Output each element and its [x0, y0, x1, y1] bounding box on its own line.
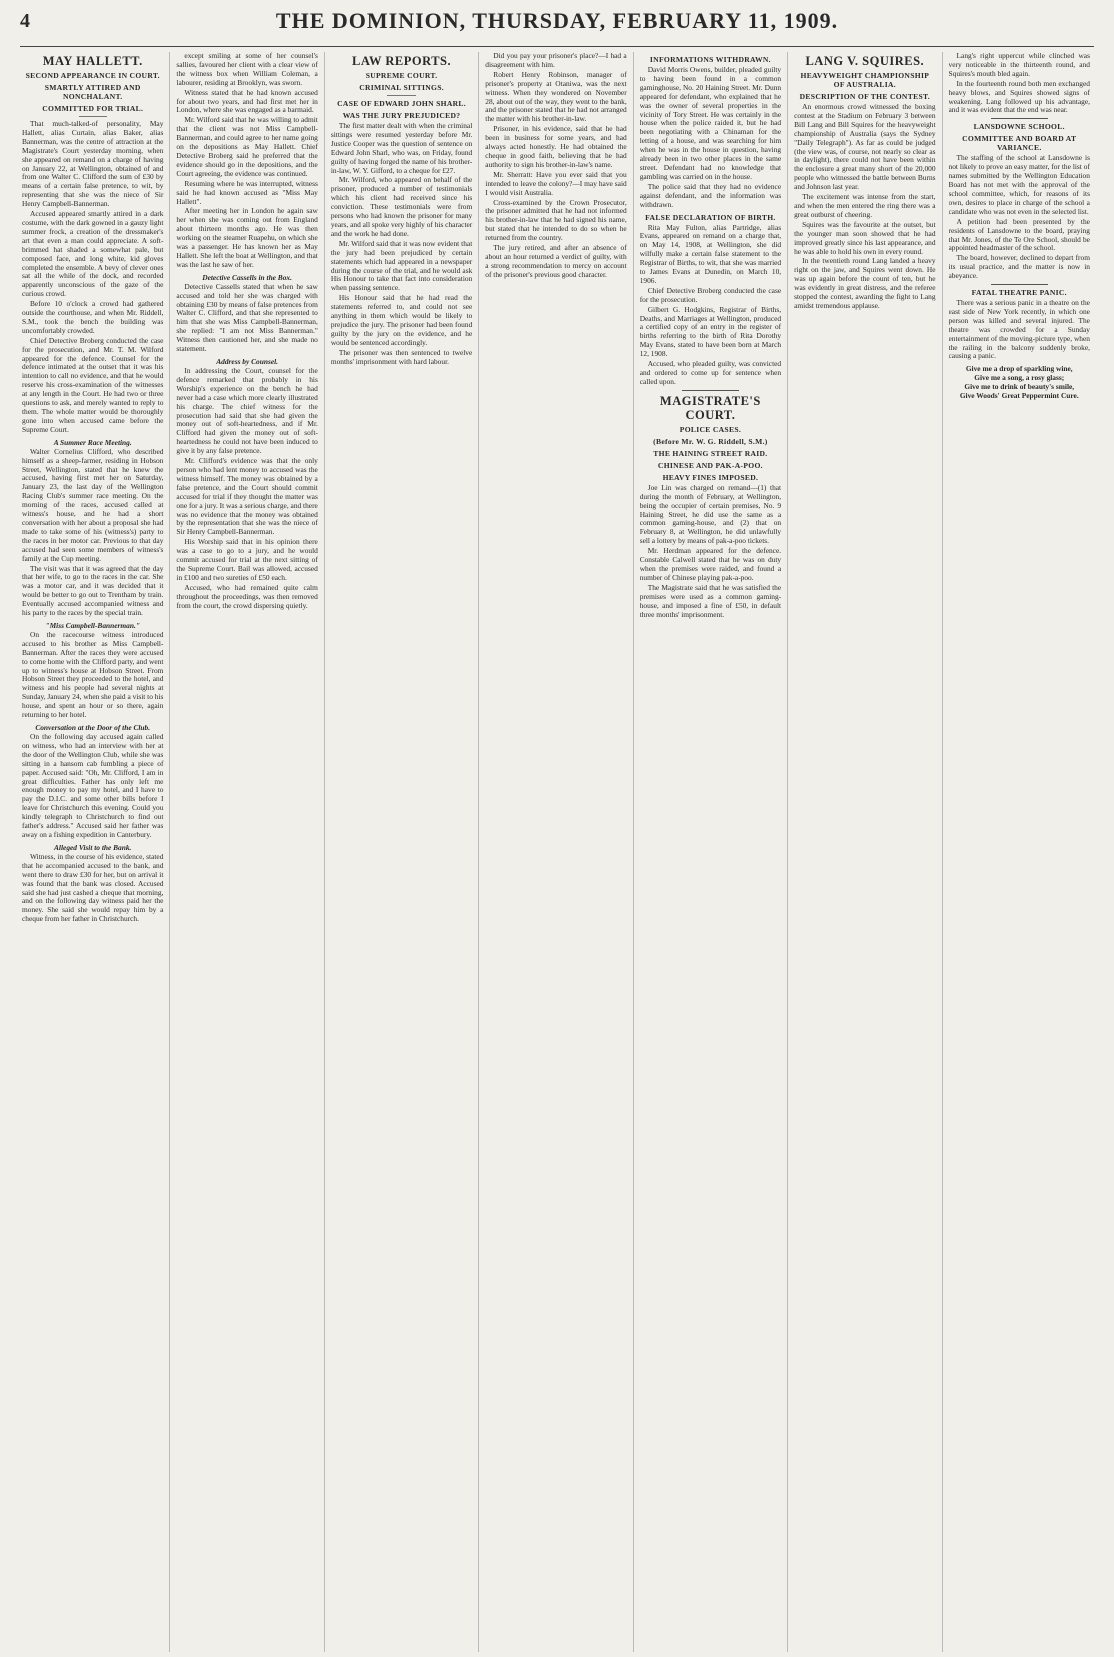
- paragraph: Chief Detective Broberg conducted the case for the prosecution, and Mr. T. M. Wilford appeared for the defence. Counsel for the defence intimated at the outset that it was his intention to call no evidence, and that he would reserve his cross-examination of the witnesses at any length in the Court. He had two or three questions to ask, and merely wanted to reply to them. The whole matter would be thoroughly gone into when accused came before the Supreme Court.: [22, 335, 164, 434]
- paragraph: In addressing the Court, counsel for the defence remarked that probably in his Worship's experience on the bench he had never had a case which more clearly illustrated his charge. The chief witness for the prosecution had said that she had given the money out of soft-heartedness, and if Mr. Clifford had given the money out of soft-heartedness he could not have been induced to give it by any false pretence.: [176, 366, 318, 456]
- paragraph: That much-talked-of personality, May Hallett, alias Curtain, alias Baker, alias Bannerman, was the centre of attraction at the Magistrate's Court yesterday morning, when she appeared on remand on a charge of having on January 22, at Wellington, obtained of and from one Walter C. Clifford the sum of £30 by means of a certain false pretence, to wit, by representing that she was the niece of Sir Henry Campbell-Bannerman.: [22, 119, 164, 209]
- divider: [991, 284, 1048, 285]
- divider: [991, 118, 1048, 119]
- article-columns: [22, 52, 1096, 1652]
- paragraph: In the twentieth round Lang landed a heavy right on the jaw, and Squires went down. He was up again before the count of ten, but he was evidently in great distress, and the referee stopped the contest, awarding the fight to Lang amidst tremendous applause.: [794, 256, 936, 310]
- ad-line: Give me a drop of sparkling wine,: [965, 364, 1073, 374]
- ad-line: Give me a song, a rosy glass;: [974, 373, 1065, 383]
- paragraph: Witness stated that he had known accused for about two years, and had first met her in London, where she was engaged as a barmaid.: [176, 87, 318, 115]
- paragraph: Mr. Wilford said that he was willing to admit that the client was not Miss Campbell-Bannerman, and could agree to her name going on the depositions as May Hallett. Chief Detective Broberg said he preferred that the evidence should go in the depositions, and the Court agreeing, the evidence was continued.: [176, 115, 318, 178]
- newspaper-title: THE DOMINION, THURSDAY, FEBRUARY 11, 1909.: [275, 8, 839, 33]
- paragraph: On the racecourse witness introduced accused to his brother as Miss Campbell-Bannerman. After the races they were accused to come home with the Clifford party, and went up to witness's house at Hobson Street. From Hobson Street they proceeded to the hotel, and witness and his people had several nights at Sunday, January 24, when she paid a visit to his house, and spent an hour or so there, again returning to her hotel.: [22, 629, 164, 720]
- section-heading: Alleged Visit to the Bank.: [54, 842, 132, 852]
- column-7: [949, 52, 1096, 1652]
- paragraph: Rita May Fulton, alias Partridge, alias Evans, appeared on remand on a charge that, on May 14, 1908, at Wellington, she did wilfully make a certain false statement to the Registrar of Births, to wit, that she was married to James Evans at Dunedin, on March 10, 1906.: [639, 222, 782, 285]
- paragraph: The police said that they had no evidence against defendant, and the information was withdrawn.: [639, 181, 782, 209]
- paragraph: Witness, in the course of his evidence, stated that he accompanied accused to the bank, and went there to draw £30 for her, but on arrival it was found that the bank was closed. Accused said she had just cashed a cheque that morning, and on the following day witness paid her the money. She said she would repay him by a cheque from her father in Christchurch.: [22, 851, 164, 924]
- paragraph: Mr. Wilford said that it was now evident that the jury had been prejudiced by certain statements which had appeared in a newspaper during the course of the trial, and he would ask His Honour to take that fact into consideration when passing sentence.: [330, 238, 473, 293]
- paragraph: except smiling at some of her counsel's sallies, favoured her client with a clear view of the witness box when William Coleman, a labourer, residing at Brooklyn, was sworn.: [176, 52, 318, 87]
- paragraph: The visit was that it was agreed that the day that her wife, to go to the races in the car. She was a motor car, and it was decided that it would be better to go out to Trentham by train. Eventually accused accompanied witness and his party to the races by the special train.: [22, 563, 164, 618]
- paragraph: Joe Lin was charged on remand—(1) that during the month of February, at Wellington, being the occupier of certain premises, No. 9 Haining Street, he did use the same as a common gaming-house, and (2) that on February 8, at Wellington, he did unlawfully sell a lottery by means of pak-a-poo tickets.: [639, 482, 782, 546]
- section-heading: A Summer Race Meeting.: [53, 437, 132, 447]
- divider: [682, 390, 739, 391]
- paragraph: A petition had been presented by the residents of Lansdowne to the board, praying that Mr. Jones, of the Te Ore School, should be appointed headmaster of the school.: [948, 216, 1090, 253]
- paragraph: The prisoner was then sentenced to twelve months' imprisonment with hard labour.: [330, 347, 473, 366]
- subhead: FALSE DECLARATION OF BIRTH.: [645, 212, 776, 222]
- paragraph: Accused appeared smartly attired in a dark costume, with the dark gowned in a gauzy light summer frock, a creation of the dressmaker's art that even a man could appreciate. A soft-brimmed hat shaded a somewhat pale, but composed face, and long white, kid gloves completed the ensemble. A bevy of clever ones sat all the while of the dock, and recorded apparently unconscious of the gaze of the curious crowd.: [22, 209, 164, 299]
- headline-lansdowne-school: LANSDOWNE SCHOOL.: [973, 122, 1065, 132]
- subhead: COMMITTEE AND BOARD AT VARIANCE.: [962, 134, 1077, 153]
- headline-informations-withdrawn: INFORMATIONS WITHDRAWN.: [649, 55, 771, 64]
- advertisement: [949, 365, 1090, 401]
- paragraph: Cross-examined by the Crown Prosecutor, the prisoner admitted that he had not informed his brother-in-law that he had signed his name, but stated that he intended to do so when he returned from the country.: [485, 197, 627, 243]
- paragraph: Did you pay your prisoner's place?—I had a disagreement with him.: [485, 52, 627, 69]
- paragraph: Squires was the favourite at the outset, but the younger man soon showed that he had improved greatly since his last appearance, and he was able to hold his own in every round.: [794, 219, 936, 256]
- column-4: [485, 52, 633, 1652]
- subhead: SECOND APPEARANCE IN COURT.: [25, 71, 160, 80]
- paragraph: His Worship said that in his opinion there was a case to go to a jury, and he would commit accused for trial at the next sitting of the Supreme Court. Bail was allowed, accused in £100 and two sureties of £50 each.: [176, 537, 318, 582]
- divider: [79, 116, 107, 117]
- paragraph: Prisoner, in his evidence, said that he had been in business for some years, and had always acted honestly. He had obtained the cheque in good faith, believing that he had authority to sign his brother-in-law's name.: [485, 124, 627, 169]
- paragraph: On the following day accused again called on witness, who had an interview with her at the door of the Wellington Club, while she was sitting in a hansom cab fumbling a piece of paper. Accused said: "Oh, Mr. Clifford, I am in great difficulties. Father has only left me enough money to pay my hotel, and I have to pay the D.I.C. and some other bills before I leave for Christchurch this evening. Could you kindly telegraph to Christchurch to find out father's address." Accused said her father was away on a fishing expedition in Canterbury.: [22, 732, 164, 839]
- subhead: THE HAINING STREET RAID.: [653, 448, 768, 458]
- column-3: [331, 52, 479, 1652]
- paragraph: The first matter dealt with when the criminal sittings were resumed yesterday before Mr. Justice Cooper was the question of sentence on Edward John Sharl, who was, on Friday, found guilty of having forged the name of his brother-in-law, W. Y. Gifford, to a cheque for £27.: [330, 121, 473, 175]
- paragraph: Accused, who pleaded guilty, was convicted and ordered to come up for sentence when called upon.: [639, 359, 782, 386]
- headline-lang-v-squires: LANG V. SQUIRES.: [805, 54, 925, 68]
- subhead: HEAVYWEIGHT CHAMPIONSHIP OF AUSTRALIA.: [800, 71, 930, 89]
- subhead: CASE OF EDWARD JOHN SHARL.: [337, 99, 466, 108]
- subhead: CRIMINAL SITTINGS.: [359, 83, 444, 92]
- column-1: [22, 52, 170, 1652]
- section-heading: "Miss Campbell-Bannerman.": [45, 620, 140, 630]
- paragraph: After meeting her in London he again saw her when she was coming out from England about thirteen months ago. He was then working on the steamer Ruapehu, on which she was a passenger. He has known her as May Hallett. She left the boat at Wellington, and that was the last he saw of her.: [176, 206, 318, 269]
- headline-fatal-theatre-panic: FATAL THEATRE PANIC.: [971, 288, 1067, 298]
- paragraph: Mr. Sherratt: Have you ever said that you intended to leave the colony?—I may have said I would visit Australia.: [485, 169, 627, 197]
- paragraph: Resuming where he was interrupted, witness said he had known accused as "Miss May Hallett".: [176, 178, 318, 206]
- paragraph: Chief Detective Broberg conducted the case for the prosecution.: [639, 285, 782, 304]
- subhead: COMMITTED FOR TRIAL.: [42, 104, 144, 113]
- paragraph: Lang's right uppercut while clinched was very noticeable in the thirteenth round, and Squires's mouth bled again.: [948, 52, 1090, 78]
- paragraph: There was a serious panic in a theatre on the east side of New York recently, in which one person was killed and several injured. The theatre was crowded for a Sunday entertainment of the moving-picture type, when the railing in the balcony suddenly broke, causing a panic.: [948, 298, 1090, 361]
- paragraph: His Honour said that he had read the statements referred to, and could not see anything in them which would be likely to prejudice the jury. The prisoner had been found guilty by the jury on the evidence, and he would be sentenced accordingly.: [330, 293, 473, 347]
- paragraph: Before 10 o'clock a crowd had gathered outside the courthouse, and when Mr. Riddell, S.M., took the bench the building was uncomfortably crowded.: [22, 299, 164, 335]
- headline-magistrates-court: MAGISTRATE'S COURT.: [659, 393, 761, 422]
- paragraph: Robert Henry Robinson, manager of prisoner's property at Otaniwa, was the next witness. When they wondered on November 28, about out of the way, they went to the bank, and the prisoner stated that he had not arranged the matter with his brother-in-law.: [485, 69, 627, 124]
- paragraph: The staffing of the school at Lansdowne is not likely to prove an easy matter, for the list of names submitted by the Wellington Education Board has not met with the approval of the school committee, which, for reasons of its own, desires to place in charge of the school a candidate who was not even in the selected list.: [948, 153, 1090, 216]
- headline-may-hallett: MAY HALLETT.: [42, 54, 143, 68]
- subhead: WAS THE JURY PREJUDICED?: [342, 111, 461, 120]
- paragraph: Mr. Clifford's evidence was that the only person who had lent money to accused was the witness himself. The money was obtained by a false pretence, and the Court should commit accused for trial if they thought the matter was one for a jury. It was a serious charge, and there was no evidence that the money was obtained by the representation that she was the niece of Sir Henry Campbell-Bannerman.: [176, 456, 318, 537]
- subhead: (Before Mr. W. G. Riddell, S.M.): [653, 436, 768, 446]
- ad-line: Give Woods' Great Peppermint Cure.: [959, 391, 1079, 401]
- subhead: SUPREME COURT.: [365, 71, 438, 80]
- paragraph: Gilbert G. Hodgkins, Registrar of Births, Deaths, and Marriages at Wellington, produced a certified copy of an entry in the register of births referring to the birth of Rita Dorothy May Evans, stated to have been born at March 12, 1908.: [639, 304, 782, 359]
- paragraph: Walter Cornelius Clifford, who described himself as a sheep-farmer, residing in Hobson Street, Wellington, stated that he knew the accused, having first met her on Saturday, January 23, the last day of the Wellington Racing Club's summer race meeting. On the morning of the races, accused called at witness's house, and he had a short conversation with her about a proposal she had made to take some of his (witness's) party to the races in her motor car. Previous to that day accused had seen some members of witness's family at the Cup meeting.: [22, 446, 164, 563]
- paragraph: The excitement was intense from the start, and when the men entered the ring there was a great outburst of cheering.: [794, 192, 936, 219]
- column-6: [794, 52, 942, 1652]
- column-2: [176, 52, 324, 1652]
- column-5: [640, 52, 788, 1652]
- ad-line: Give me to drink of beauty's smile,: [964, 382, 1075, 392]
- subhead: POLICE CASES.: [679, 424, 742, 434]
- masthead: [20, 6, 1094, 47]
- paragraph: The Magistrate said that he was satisfied the premises were used as a common gaming-house, and imposed a fine of £50, in default three months' imprisonment.: [639, 582, 782, 619]
- paragraph: Detective Cassells stated that when he saw accused and told her she was charged with obtaining £30 by means of false pretences from Walter C. Clifford, and that she represented to him that she was Miss Campbell-Bannerman, she replied: "I am not Miss Bannerman." Witness then cautioned her, and she made no statement.: [176, 281, 318, 354]
- section-heading: Conversation at the Door of the Club.: [35, 723, 151, 732]
- section-heading: Address by Counsel.: [216, 357, 279, 366]
- subhead: HEAVY FINES IMPOSED.: [662, 472, 759, 482]
- subhead: SMARTLY ATTIRED AND NONCHALANT.: [44, 83, 141, 101]
- paragraph: In the fourteenth round both men exchanged heavy blows, and Squires showed signs of weakening. Lang followed up his advantage, and it was evident that the end was near.: [948, 78, 1090, 115]
- paragraph: Accused, who had remained quite calm throughout the proceedings, was then removed from the court, the crowd dispersing quietly.: [176, 582, 318, 610]
- paragraph: The board, however, declined to depart from its usual practice, and the matter is now in abeyance.: [948, 253, 1090, 281]
- subhead: DESCRIPTION OF THE CONTEST.: [799, 92, 930, 101]
- paragraph: David Morris Owens, builder, pleaded guilty to having been found in a common gaminghouse, No. 20 Haining Street. Mr. Dunn appeared for defendant, who explained that he was the owner of several properties in the vicinity of Tory Street. He was certainly in the house when the police raided it, but he had been negotiating with a Chinaman for the letting of a house, and was searching for him when he was in the house in question, having already been in two other places in the same street. Defendant had no knowledge that gambling was carried on in the house.: [639, 65, 782, 181]
- page-number: 4: [20, 10, 30, 32]
- divider: [387, 95, 415, 96]
- section-heading: Detective Cassells in the Box.: [202, 272, 292, 282]
- subhead: CHINESE AND PAK-A-POO.: [657, 460, 763, 470]
- headline-law-reports: LAW REPORTS.: [352, 54, 452, 68]
- paragraph: Mr. Herdman appeared for the defence. Constable Calwell stated that he was on duty when the premises were raided, and found a number of Chinese playing pak-a-poo.: [639, 546, 782, 582]
- paragraph: Mr. Wilford, who appeared on behalf of the prisoner, produced a number of testimonials which his client had received since his conviction. These testimonials were from persons who had known the prisoner for many years, and all spoke very highly of his character and the work he had done.: [330, 175, 473, 238]
- paragraph: An enormous crowd witnessed the boxing contest at the Stadium on February 3 between Bill Lang and Bill Squires for the heavyweight championship of Australia (says the Sydney "Daily Telegraph"). As far as could be judged (the view was, of course, not nearly so clear as in daylight), there could not have been within the enclosure a great many short of the 20,000 people who witnessed the battle between Burns and Johnson last year.: [794, 102, 936, 192]
- paragraph: The jury retired, and after an absence of about an hour returned a verdict of guilty, with a strong recommendation to mercy on account of the prisoner's previous good character.: [485, 243, 627, 279]
